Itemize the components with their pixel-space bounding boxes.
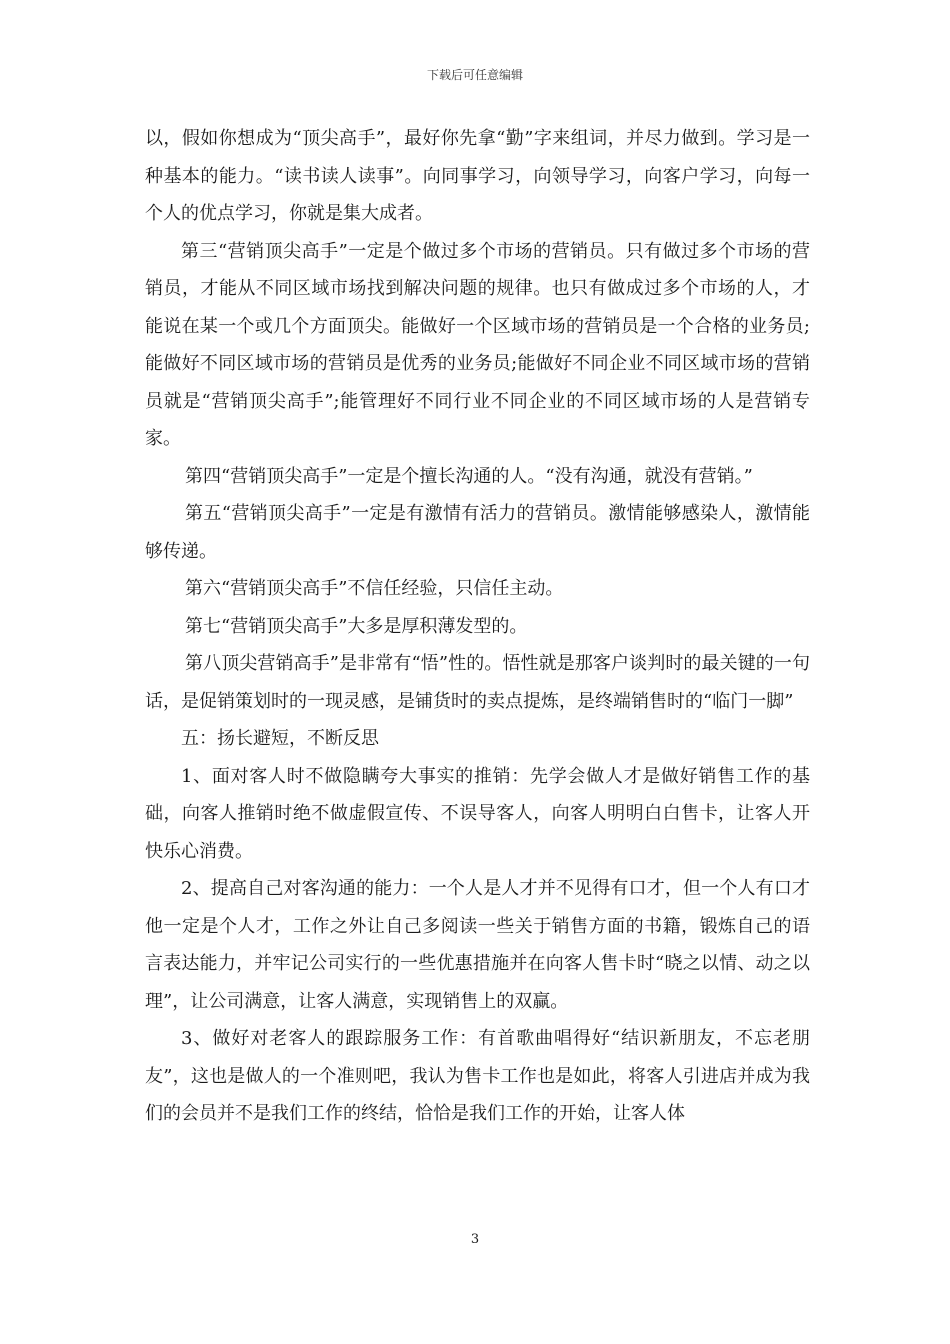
paragraph-seventh-point: 第七“营销顶尖高手”大多是厚积薄发型的。 — [185, 615, 528, 637]
document-body — [145, 120, 810, 1133]
paragraph-eighth-point: 第八顶尖营销高手”是非常有“悟”性的。悟性就是那客户谈判时的最关键的一句话，是促销策划时的一现灵感，是铺货时的卖点提炼，是终端销售时的“临门一脚” — [145, 653, 810, 712]
paragraph-third-point: 第三“营销顶尖高手”一定是个做过多个市场的营销员。只有做过多个市场的营销员，才能从不同区域市场找到解决问题的规律。也只有做成过多个市场的人，才能说在某一个或几个方面顶尖。能做好一个区域市场的营销员是一个合格的业务员;能做好不同区域市场的营销员是优秀的业务员;能做好不同企业不同区域市场的营销员就是“营销顶尖高手”;能管理好不同行业不同企业的不同区域市场的人是营销专家。 — [145, 240, 810, 449]
section-heading-five: 五：扬长避短，不断反思 — [181, 728, 379, 749]
paragraph-item-2: 2、提高自己对客沟通的能力：一个人是人才并不见得有口才，但一个人有口才他一定是个人才，工作之外让自己多阅读一些关于销售方面的书籍，锻炼自己的语言表达能力，并牢记公司实行的一些优惠措施并在向客人售卡时“晓之以情、动之以理”，让公司满意，让客人满意，实现销售上的双赢。 — [145, 878, 810, 1012]
paragraph-fourth-point: 第四“营销顶尖高手”一定是个擅长沟通的人。“没有沟通，就没有营销。” — [185, 465, 753, 487]
paragraph-item-1: 1、面对客人时不做隐瞒夸大事实的推销：先学会做人才是做好销售工作的基础，向客人推销时绝不做虚假宣传、不误导客人，向客人明明白白售卡，让客人开快乐心消费。 — [145, 765, 810, 862]
paragraph-item-3: 3、做好对老客人的跟踪服务工作：有首歌曲唱得好“结识新朋友，不忘老朋友”，这也是做人的一个准则吧，我认为售卡工作也是如此，将客人引进店并成为我们的会员并不是我们工作的终结，恰恰是我们工作的开始，让客人体 — [145, 1028, 810, 1124]
page-header: 下载后可任意编辑 — [426, 68, 523, 82]
page-number: 3 — [470, 1232, 480, 1247]
paragraph-sixth-point: 第六“营销顶尖高手”不信任经验，只信任主动。 — [185, 578, 564, 599]
paragraph-continuation: 以，假如你想成为“顶尖高手”，最好你先拿“勤”字来组词，并尽力做到。学习是一种基本的能力。“读书读人读事”。向同事学习，向领导学习，向客户学习，向每一个人的优点学习，你就是集大成者。 — [145, 128, 810, 224]
paragraph-fifth-point: 第五“营销顶尖高手”一定是有激情有活力的营销员。激情能够感染人，激情能够传递。 — [145, 503, 810, 562]
